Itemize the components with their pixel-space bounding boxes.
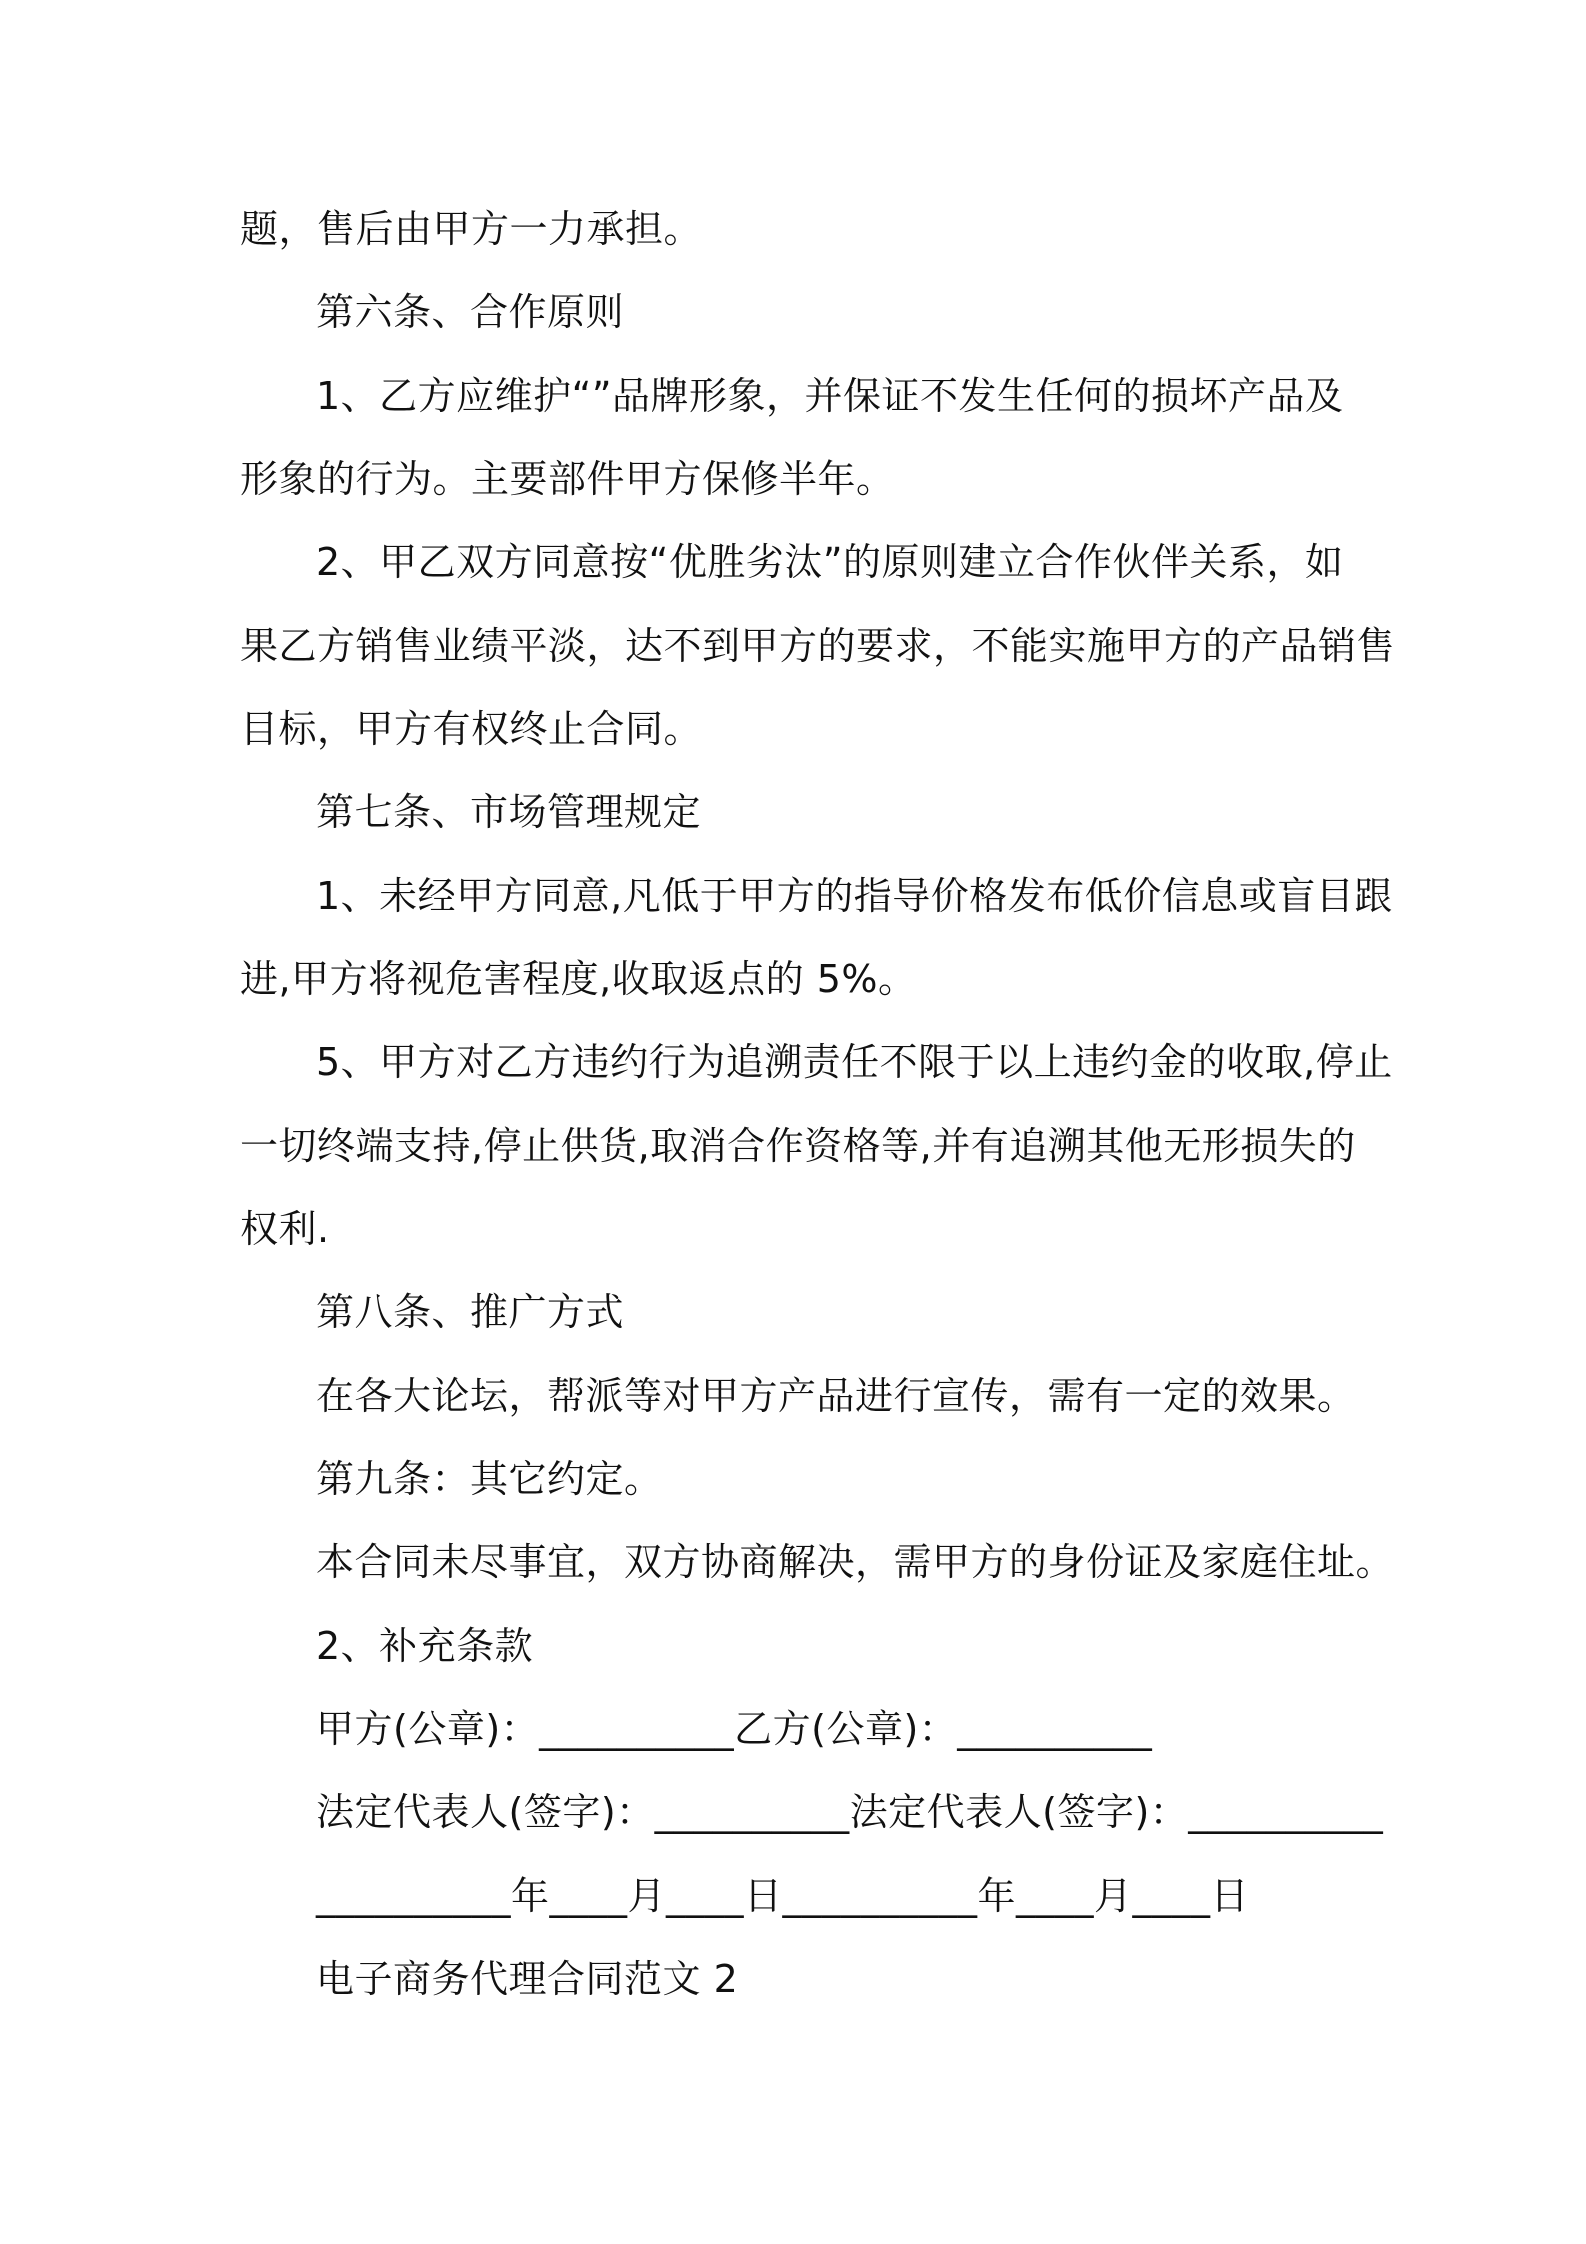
- text-line: 在各大论坛，帮派等对甲方产品进行宣传，需有一定的效果。: [316, 1374, 1356, 1418]
- text-line: 5、甲方对乙方违约行为追溯责任不限于以上违约金的收取,停止: [316, 1040, 1393, 1084]
- text-line: 1、乙方应维护“”品牌形象，并保证不发生任何的损坏产品及: [316, 374, 1344, 418]
- text-line: 2、补充条款: [316, 1624, 534, 1668]
- text-line: 形象的行为。主要部件甲方保修半年。: [240, 457, 895, 501]
- text-line: 果乙方销售业绩平淡，达不到甲方的要求，不能实施甲方的产品销售: [240, 624, 1396, 668]
- text-line: 目标，甲方有权终止合同。: [240, 707, 703, 751]
- signature-line-date: __________年____月____日__________年____月____日: [316, 1874, 1250, 1918]
- text-line: 权利.: [240, 1207, 330, 1251]
- text-line: 2、甲乙双方同意按“优胜劣汰”的原则建立合作伙伴关系，如: [316, 540, 1344, 584]
- document-title: 电子商务代理合同范文 2: [316, 1957, 739, 2001]
- section-heading: 第七条、市场管理规定: [316, 790, 702, 834]
- text-line: 进,甲方将视危害程度,收取返点的 5%。: [240, 957, 917, 1001]
- text-line: 1、未经甲方同意,凡低于甲方的指导价格发布低价信息或盲目跟: [316, 874, 1393, 918]
- signature-line-representative: 法定代表人(签字)：__________法定代表人(签字)：__________: [316, 1790, 1384, 1834]
- text-line: 一切终端支持,停止供货,取消合作资格等,并有追溯其他无形损失的: [240, 1124, 1356, 1168]
- text-line: 题，售后由甲方一力承担。: [240, 207, 703, 251]
- section-heading: 第九条：其它约定。: [316, 1457, 663, 1501]
- text-line: 本合同未尽事宜，双方协商解决，需甲方的身份证及家庭住址。: [316, 1540, 1395, 1584]
- section-heading: 第八条、推广方式: [316, 1290, 625, 1334]
- signature-line-seal: 甲方(公章)：__________乙方(公章)：__________: [316, 1707, 1153, 1751]
- section-heading: 第六条、合作原则: [316, 290, 625, 334]
